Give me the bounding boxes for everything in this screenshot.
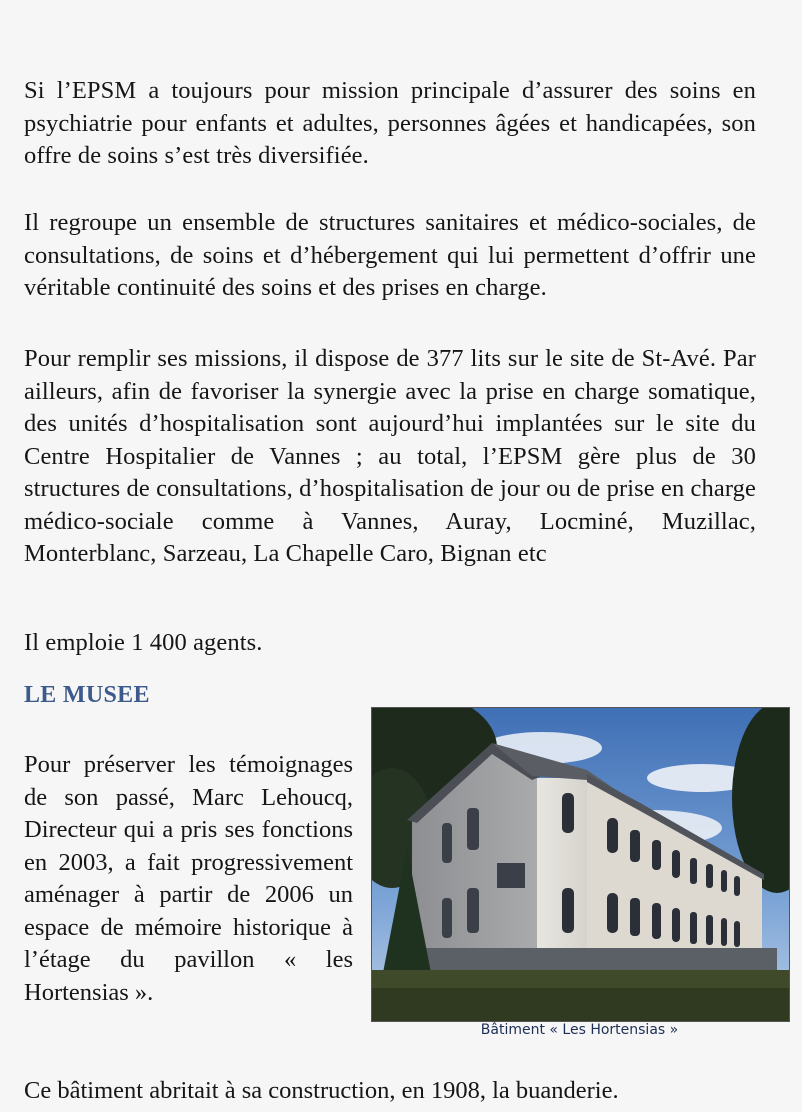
paragraph-capacity: Pour remplir ses missions, il dispose de 377 lits sur le site de St-Avé. Par ailleurs, afin de favoriser la synergie avec la prise en charge somatique, des unités d’hospitalisation sont aujourd’hui implantées sur le site du Centre Hospitalier de Vannes ; au total, l’EPSM gère plus de 30 structures de consultations, d’hospitalisation de jour ou de prise en charge médico-sociale comme à Vannes, Auray, Locminé, Muzillac, Monterblanc, Sarzeau, La Chapelle Caro, Bignan etc <box>24 345 756 567</box>
building-photo <box>371 707 790 1022</box>
paragraph-staff: Il emploie 1 400 agents. <box>24 629 263 656</box>
paragraph-closing: Ce bâtiment abritait à sa construction, en 1908, la buanderie. <box>24 1077 619 1104</box>
museum-paragraph: Pour préserver les témoignages de son passé, Marc Lehoucq, Directeur qui a pris ses fonctions en 2003, a fait progressivement aménager à partir de 2006 un espace de mémoire historique à l’étage du pavillon « les Hortensias ». <box>24 751 353 1006</box>
paragraph-structures: Il regroupe un ensemble de structures sanitaires et médico-sociales, de consultations, de soins et d’hébergement qui lui permettent d’offrir une véritable continuité des soins et des prises en charge. <box>24 209 756 301</box>
photo-caption: Bâtiment « Les Hortensias » <box>480 1022 679 1038</box>
paragraph-mission: Si l’EPSM a toujours pour mission principale d’assurer des soins en psychiatrie pour enfants et adultes, personnes âgées et handicapées, son offre de soins s’est très diversifiée. <box>24 77 756 169</box>
museum-heading: LE MUSEE <box>24 682 150 708</box>
